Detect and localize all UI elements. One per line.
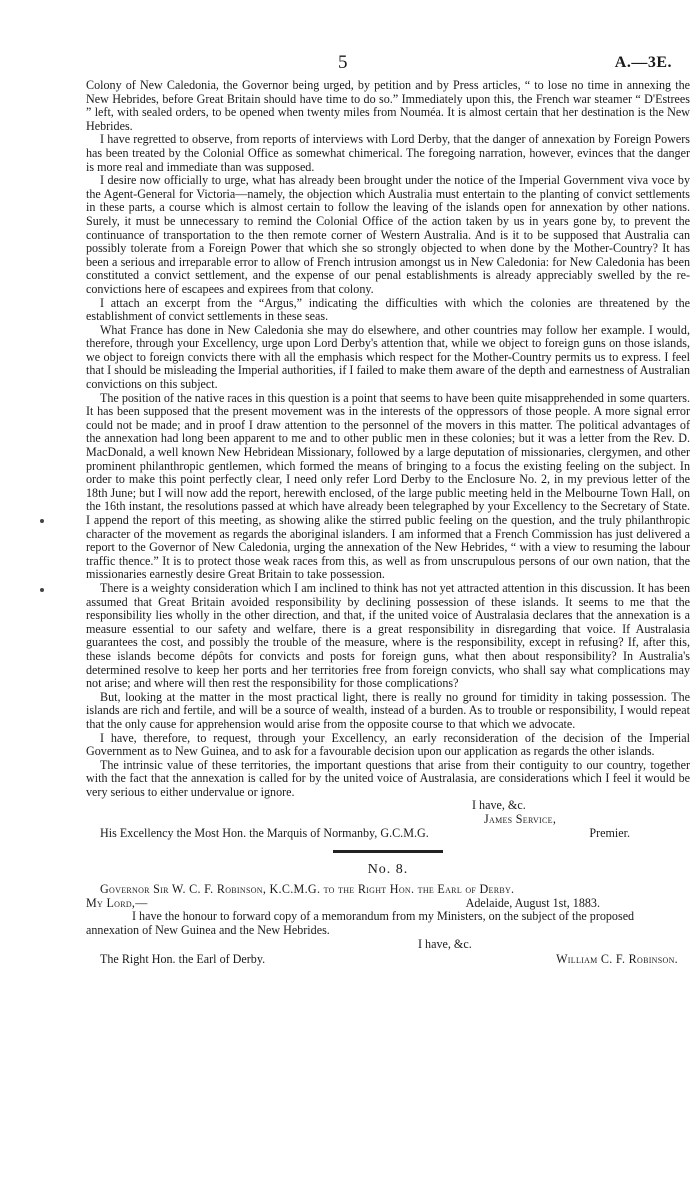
closing: I have, &c. xyxy=(418,936,472,951)
paragraph: What France has done in New Caledonia she may do elsewhere, and other countries may follow her example. I would, therefore, through your Excellency, urge upon Lord Derby's attention that, while we object to foreign guns on those islands, we object to foreign convicts there with all the emphasis which respect for the Mother-Country permits us to express. I feel that I should be misleading the Imperial authorities, if I failed to make them aware of the depth and earnestness of Australian convictions on this subject. xyxy=(86,322,690,392)
closing: I have, &c. xyxy=(472,798,526,813)
letter-body xyxy=(86,79,690,967)
paragraph: I have, therefore, to request, through your Excellency, an early reconsideration of the decision of the Imperial Government as to New Guinea, and to ask for a favourable decision upon our application as regards the other islands. xyxy=(86,730,690,759)
page-header xyxy=(0,52,700,76)
paragraph: I attach an excerpt from the “Argus,” indicating the difficulties with which the colonies are threatened by the establishment of convict settlements in these seas. xyxy=(86,295,690,324)
paragraph: The position of the native races in this question is a point that seems to have been quite misapprehended in some quarters. It has been supposed that the present movement was in the interests of the oppressors of those people. A more signal error could not be made; and in proof I draw attention to the personnel of the movers in this matter. The political advantages of the annexation had long been apparent to me and to other public men in these colonies; but it was a letter from the Rev. D. MacDonald, a well known New Hebridean Missionary, followed by a large deputation of missionaries, clergymen, and other prominent philanthropic gentlemen, which formed the means of bringing to a focus the existing feeling on the subject. In order to make this point perfectly clear, I need only refer Lord Derby to the Enclosure No. 2, in my previous letter of the 18th June; but I will now add the report, herewith enclosed, of the large public meeting held in the Melbourne Town Hall, on the 16th instant, the resolutions passed at which have already been telegraphed by your Excellency to the Secretary of State. I append the report of this meeting, as showing alike the stirred public feeling on the question, and the truly philanthropic character of the movement as regards the aboriginal islanders. I am informed that a French Commission has just delivered a report to the Governor of New Caledonia, urging the annexation of the New Hebrides, “ with a view to resuming the labour traffic thence.” It is to protect those weak races from this, as well as from unscrupulous persons of our own nation, that the missionaries earnestly desire Great Britain to take possession. xyxy=(86,390,690,582)
addressee: The Right Hon. the Earl of Derby. xyxy=(100,952,266,967)
page-reference: A.—3E. xyxy=(614,54,672,71)
addressee-line xyxy=(86,953,690,967)
margin-mark xyxy=(40,519,44,523)
salutation: My Lord,— xyxy=(86,895,148,910)
signatory: William C. F. Robinson. xyxy=(556,952,678,967)
paragraph: There is a weighty consideration which I am inclined to think has not yet attracted attention in this discussion. It has been assumed that Great Britain avoided responsibility by declining possession of these islands. It seems to me that the responsibility lies wholly in the other direction, and that, if the united voice of Australasia declares that the annexation is a measure essential to our safety and welfare, there is a great responsibility in disregarding that voice. If Australasia guarantees the cost, and possibly the trouble of the measure, where is the responsibility, except in refusing? If, after this, these islands become dépôts for convicts and posts for foreign guns, what then about responsibility? In Australia's determined resolve to keep her ports and her territories free from foreign convicts, who shall say what complications may not arise; and where will then rest the responsibility for those complications? xyxy=(86,580,690,691)
paragraph: I have the honour to forward copy of a memorandum from my Ministers, on the subject of the proposed annexation of New Guinea and the New Hebrides. xyxy=(86,909,635,938)
paragraph: I desire now officially to urge, what has already been brought under the notice of the Imperial Government viva voce by the Agent-General for Victoria—namely, the objection which Australia must entertain to the planting of convict settlements in these parts, a course which is almost certain to follow the leaving of the islands open for annexation by other nations. Surely, it must be unnecessary to remind the Colonial Office of the action taken by us in years gone by, to prevent the continuance of transportation to the then remote corner of Western Australia. And is it to be supposed that Australia can possibly tolerate from a Foreign Power that which she so strongly objected to when done by the Mother-Country? It has been a serious and irreparable error to allow of French intrusion amongst us in New Caledonia: for New Caledonia has been constituted a convict settlement, and the expense of our penal establishments is already appreciably swelled by the re-convictions here of escapees and expirees from that colony. xyxy=(86,173,690,296)
paragraph: I have regretted to observe, from reports of interviews with Lord Derby, that the danger of annexation by Foreign Powers has been treated by the Colonial Office as somewhat chimerical. The foregoing narration, however, evinces that the danger is more real and immediate than was supposed. xyxy=(86,132,690,174)
paragraph: But, looking at the matter in the most practical light, there is really no ground for timidity in taking possession. The islands are rich and fertile, and will be a source of wealth, instead of a burden. As to trouble or responsibility, I would repeat that the only cause for apprehension would arise from the opposite course to that which we advocate. xyxy=(86,689,690,731)
page-number: 5 xyxy=(338,52,348,73)
place-date: Adelaide, August 1st, 1883. xyxy=(465,895,600,910)
signatory: James Service, xyxy=(484,812,557,827)
cover-line: Governor Sir W. C. F. Robinson, K.C.M.G. to the Right Hon. the Earl of Derby. xyxy=(100,882,515,897)
signatory-title: Premier. xyxy=(589,825,630,840)
opening-line xyxy=(86,897,690,911)
addressee: His Excellency the Most Hon. the Marquis of Normanby, G.C.M.G. xyxy=(100,825,429,840)
section-divider xyxy=(333,850,443,853)
margin-mark xyxy=(40,588,44,592)
paragraph: The intrinsic value of these territories, the important questions that arise from their contiguity to our country, together with the fact that the annexation is called for by the united voice of Australasia, are considerations which I feel it would be very serious to either undervalue or ignore. xyxy=(86,757,690,799)
addressee-line xyxy=(86,827,690,841)
document-number: No. 8. xyxy=(367,862,409,878)
paragraph: Colony of New Caledonia, the Governor being urged, by petition and by Press articles, “ to lose no time in annexing the New Hebrides, before Great Britain should have time to do so.” Immediately upon this, the French war steamer “ D'Estrees ” left, with sealed orders, to be opened when twenty miles from Nouméa. It is almost certain that her destination is the New Hebrides. xyxy=(86,78,690,133)
